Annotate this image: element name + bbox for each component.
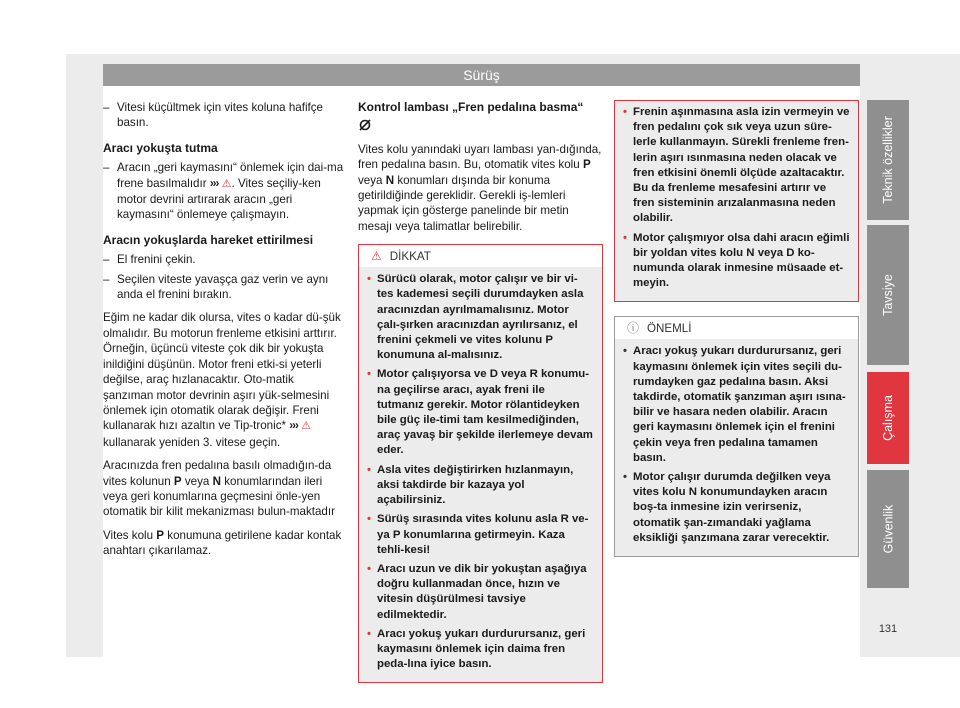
tab-tavsiye[interactable]: Tavsiye [867,225,909,365]
info-circle-icon: ⓘ [627,320,640,335]
warning-box-body [615,101,858,301]
warning-item: • Motor çalışmıyor olsa dahi aracın eğimli bir yoldan vites kolu N veya D ko-numunda olarak inmesine müsaade et-meyin. [623,231,850,292]
warning-item: • Aracı uzun ve dik bir yokuştan aşağıya doğru kullanmadan önce, hızın ve vitesin düşürülmesi tavsiye edilmektedir. [367,562,594,623]
cross-reference-arrows[interactable]: ››› [289,419,298,433]
list-item: – Seçilen viteste yavaşça gaz verin ve aynı anda el frenini bırakın. [103,272,345,303]
brake-warning-lamp-icon [358,119,603,135]
heading-hold-on-slope: Aracı yokuşta tutma [103,140,218,155]
warning-box-header: ⚠ DİKKAT [371,248,431,263]
warning-triangle-icon: ⚠ [301,420,311,433]
cross-reference-arrows[interactable]: ››› [209,176,219,190]
warning-item: • Frenin aşınmasına asla izin vermeyin ve fren pedalını çok sık veya uzun süre-lerle kullanmayın. Sürekli frenleme fren-lerin aşırı ısınmasına neden olacak ve fren etkisini önemli ölçüde azaltacaktır. Bu da frenleme mesafesini artırır ve fren sisteminin arızalanmasına neden olabilir. [623,105,850,227]
warning-item: • Asla vites değiştirirken hızlanmayın, aksi takdirde bir kazaya yol açabilirsiniz. [367,463,594,509]
warning-item: • Aracı yokuş yukarı durdurursanız, geri kaymasını önlemek için daima fren peda-lına iyice basın. [367,627,594,673]
heading-moving-on-slopes: Aracın yokuşlarda hareket ettirilmesi [103,232,314,247]
column-1 [103,100,345,567]
tab-teknik-ozellikler[interactable]: Teknik özellikler [867,100,909,220]
note-box-header: ⓘ ÖNEMLİ [627,320,692,335]
paragraph: Vites kolu yanındaki uyarı lambası yan-dığında, fren pedalına basın. Bu, otomatik vites kolu P veya N konumları dışında bir konuma getirildiğinde gereklidir. Gerekli iş-lemleri yapmak için gösterge panelinde bir metin mesajı veya talimatlar belirebilir. [358,142,602,233]
section-header: Sürüş [103,64,860,86]
column-2 [358,100,603,683]
warning-item: • Sürüş sırasında vites kolunu asla R ve-ya P konumlarına getirmeyin. Kaza tehli-kesi! [367,512,594,558]
warning-item: • Motor çalışıyorsa ve D veya R konumu-na geçilirse aracı, ayak freni ile tutmanız gerekir. Motor rölantideyken bile güç ile-timi tam kesilmediğinden, araç yavaş bir şekilde ilerlemeye devam eder. [367,367,594,458]
warning-triangle-icon: ⚠ [221,177,232,190]
list-item: – El frenini çekin. [103,252,345,267]
note-item: • Motor çalışır durumda değilken veya vites kolu N konumundayken aracın boş-ta inmesine izin verirseniz, otomatik şan-zımandaki yağlama eksikliği şanzımana zarar verecektir. [623,470,850,546]
warning-box-continued [614,100,859,302]
note-box [614,316,859,557]
note-box-body [615,339,858,556]
note-item: • Aracı yokuş yukarı durdurursanız, geri kaymasını önlemek için vites seçili du-rumdayken gaz pedalına basın. Aksi takdirde, otomatik şanzıman aşırı ısına-bilir ve hasara neden olabilir. Aracın geri kaymasını önlemek için el frenini çekin veya fren pedalına tamamen basın. [623,344,850,466]
tab-guvenlik[interactable]: Güvenlik [867,470,909,588]
warning-triangle-icon: ⚠ [371,248,382,263]
page-number: 131 [878,623,898,635]
warning-box [358,244,603,683]
tab-calisma[interactable]: Çalışma [867,372,909,464]
paragraph: Eğim ne kadar dik olursa, vites o kadar dü-şük olmalıdır. Bu motorun frenleme etkisini arttırır. Örneğin, üçüncü viteste çok dik bir yokuşta inildiğini düşünün. Motor freni etki-si yeterli değilse, araç hızlanacaktır. Oto-matik şanzıman motor devrinin aşırı yük-selmesini önlemek için otomatik olarak değişir. Freni kullanarak hızı azaltın ve Tip-tronic* ››› ⚠ kullanarak yeniden 3. vitese geçin. [103,311,341,449]
paragraph: Aracınızda fren pedalına basılı olmadığın-da vites kolunun P veya N konumlarından ileri veya geri konumlarına geçmesini önle-yen otomatik bir kilit mekanizması bulun-maktadır [103,459,335,519]
list-item: – Vitesi küçültmek için vites koluna hafifçe basın. [103,100,345,131]
column-3 [614,100,859,557]
warning-item: • Sürücü olarak, motor çalışır ve bir vi-tes kademesi seçili durumdayken asla aracınızdan ayrılmamalısınız. Motor çalı-şırken aracınızdan ayrılırsanız, el frenini çekmeli ve vites kolunu P konumuna al-malısınız. [367,272,594,363]
paragraph: Vites kolu P konumuna getirilene kadar kontak anahtarı çıkarılamaz. [103,528,342,558]
list-item: – Aracın „geri kaymasını“ önlemek için dai-ma frene basılmalıdır ››› ⚠. Vites seçiliy-ken motor devrini artırarak aracın „geri kaymasını“ önlemeye çalışmayın. [103,160,345,223]
warning-box-body [359,267,602,682]
heading-brake-lamp: Kontrol lambası „Fren pedalına basma“ [358,100,584,114]
